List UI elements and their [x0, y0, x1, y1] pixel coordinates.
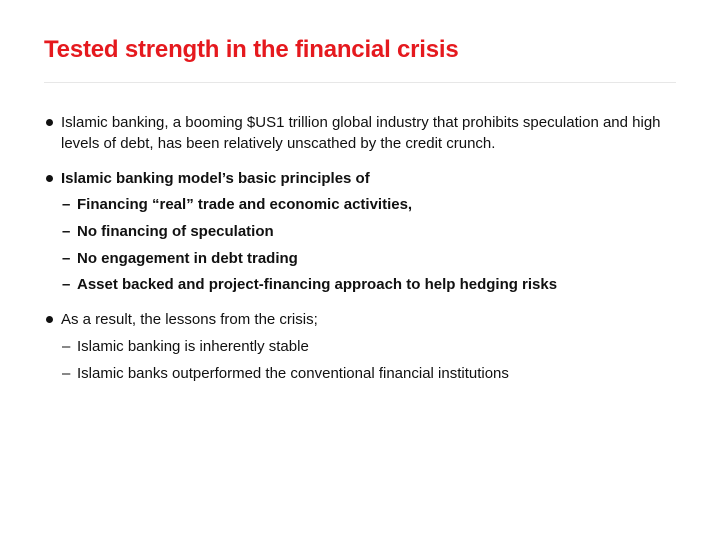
- bullet-dot-icon: [46, 175, 53, 182]
- title-divider: [44, 82, 676, 83]
- dash-icon: –: [62, 196, 71, 213]
- sub-bullet-item: [62, 275, 682, 295]
- sub-bullet-text: No financing of speculation: [77, 223, 274, 240]
- dash-icon: –: [62, 365, 71, 382]
- bullet-dot-icon: [46, 316, 53, 323]
- dash-icon: –: [62, 276, 71, 293]
- bullet-dot-icon: [46, 119, 53, 126]
- bullet-item: [46, 309, 686, 330]
- sub-bullet-item: [62, 195, 682, 215]
- bullet-text: As a result, the lessons from the crisis;: [61, 311, 318, 328]
- slide-title: Tested strength in the financial crisis: [44, 36, 459, 63]
- sub-bullet-item: [62, 249, 682, 269]
- sub-bullet-text: Islamic banks outperformed the conventional financial institutions: [77, 365, 509, 382]
- sub-bullet-item: [62, 222, 682, 242]
- bullet-text: Islamic banking, a booming $US1 trillion global industry that prohibits speculation and high levels of debt, has been relatively unscathed by the credit crunch.: [61, 114, 661, 152]
- sub-bullet-text: Financing “real” trade and economic activities,: [77, 196, 413, 213]
- dash-icon: –: [62, 338, 71, 355]
- bullet-text: Islamic banking model’s basic principles of: [61, 170, 370, 187]
- sub-bullet-text: Islamic banking is inherently stable: [77, 338, 309, 355]
- sub-bullet-text: Asset backed and project-financing approach to help hedging risks: [77, 276, 558, 293]
- dash-icon: –: [62, 250, 71, 267]
- bullet-item: [46, 168, 686, 189]
- sub-bullet-item: [62, 364, 682, 384]
- sub-bullet-item: [62, 337, 682, 357]
- sub-bullet-text: No engagement in debt trading: [77, 250, 298, 267]
- bullet-item: [46, 112, 686, 154]
- dash-icon: –: [62, 223, 71, 240]
